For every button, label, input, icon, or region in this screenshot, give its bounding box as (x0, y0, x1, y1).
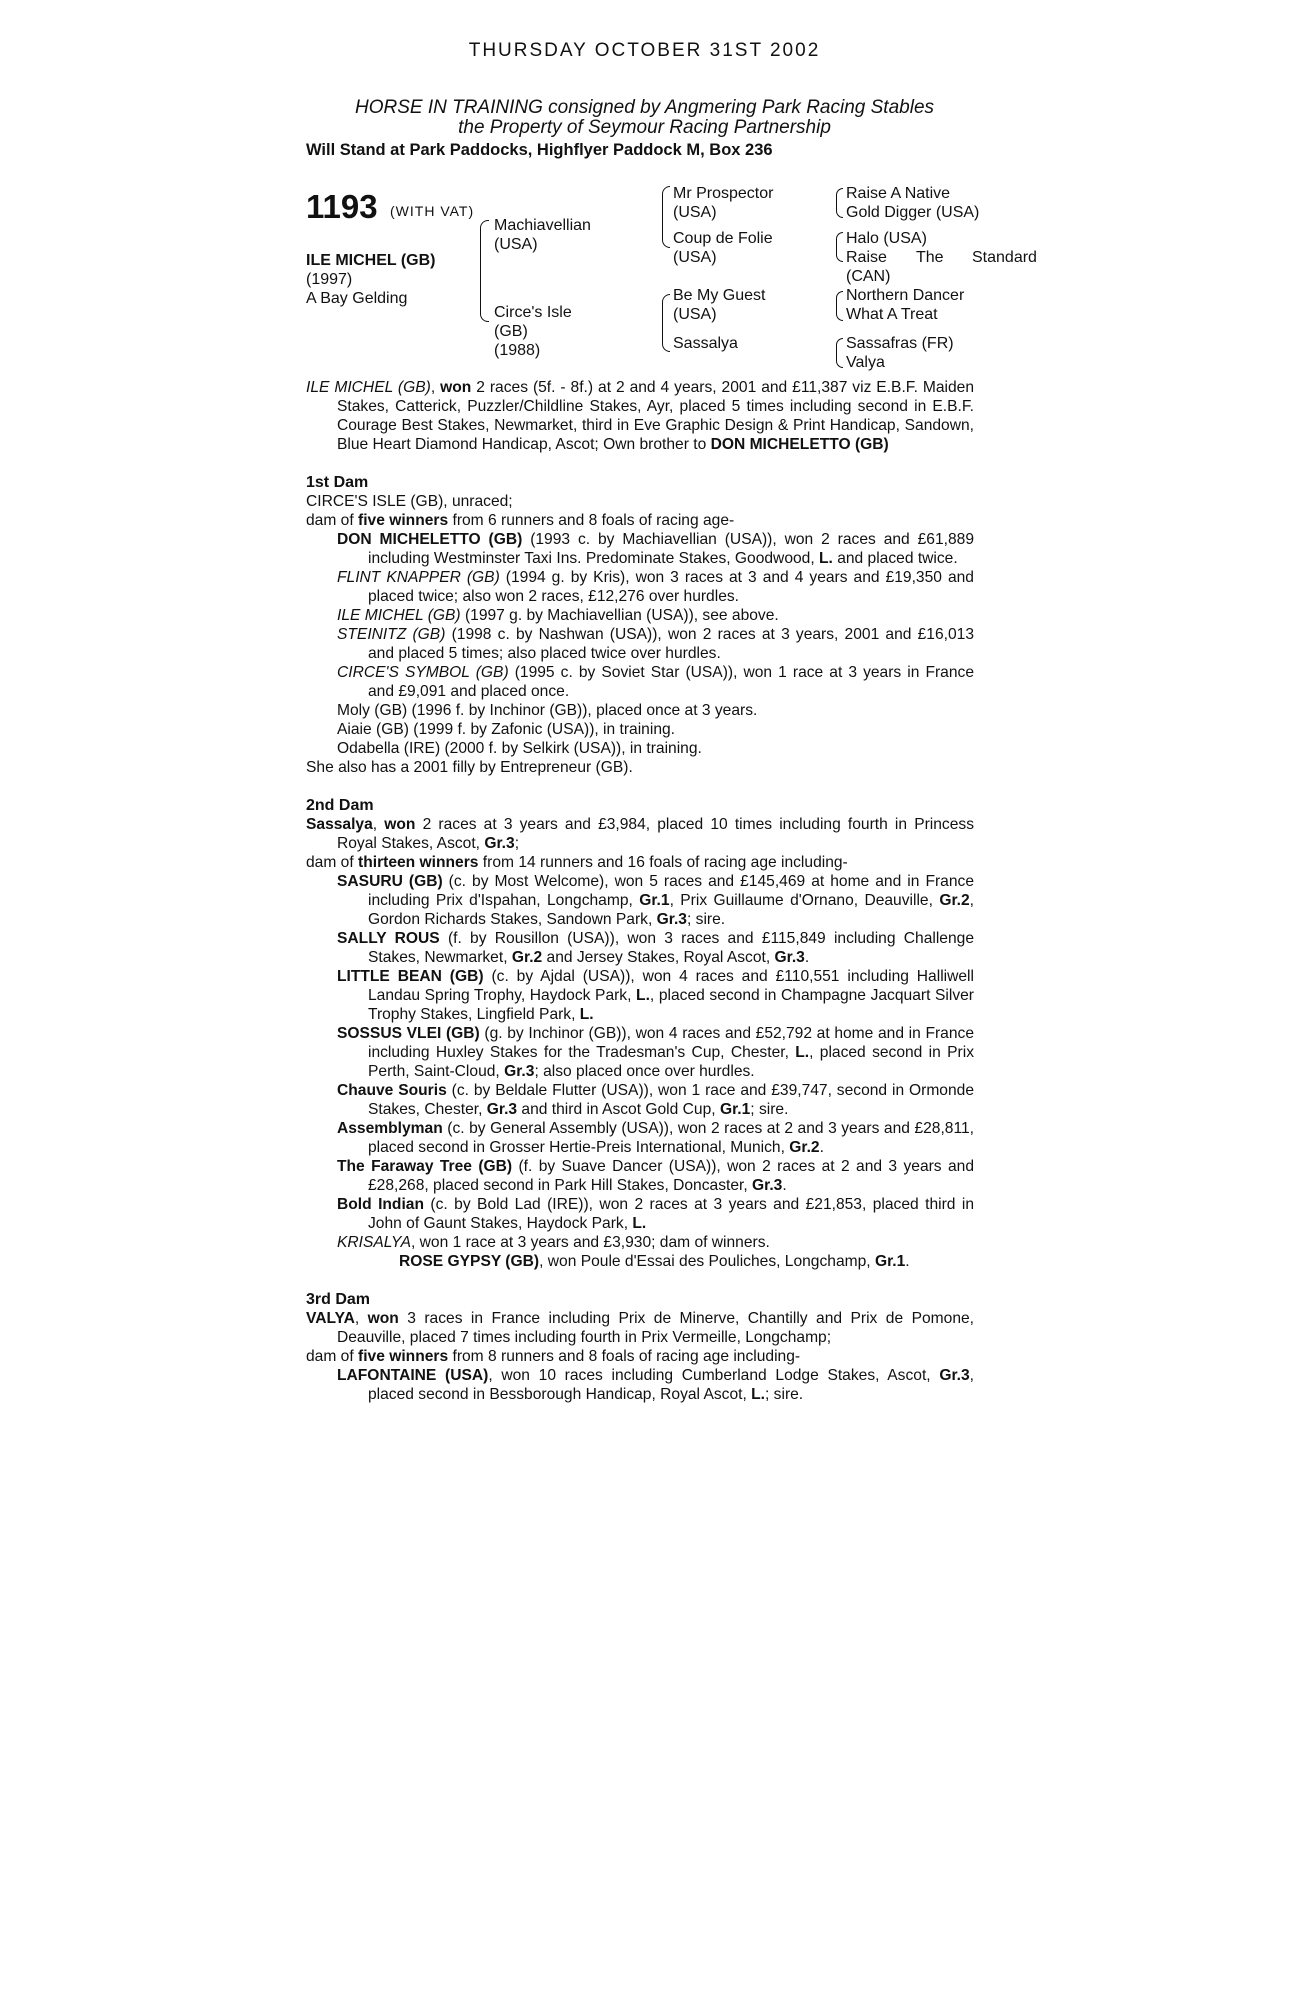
produce-entry: SOSSUS VLEI (GB) (g. by Inchinor (GB)), won 4 races and £52,792 at home and in France including Huxley Stakes for the Tradesman's Cup, Chester, L., placed second in Prix Perth, Saint-Cloud, Gr.3; also placed once over hurdles. (337, 1025, 975, 1080)
first-dam-note: She also has a 2001 filly by Entrepreneur (GB). (306, 759, 633, 776)
first-dam-produce-summary: dam of five winners from 6 runners and 8 foals of racing age- (306, 512, 735, 529)
produce-entry: Bold Indian (c. by Bold Lad (IRE)), won 2 races at 3 years and £21,853, placed third in John of Gaunt Stakes, Haydock Park, L. (337, 1196, 974, 1232)
produce-entry: SALLY ROUS (f. by Rousillon (USA)), won 3 races and £115,849 including Challenge Stakes, Newmarket, Gr.2 and Jersey Stakes, Royal Ascot, Gr.3. (337, 930, 974, 966)
pedigree-sire-dam: Coup de Folie (USA) (673, 230, 773, 266)
pedigree-g5: Northern Dancer (846, 287, 965, 304)
produce-entry: Odabella (IRE) (2000 f. by Selkirk (USA)), in training. (337, 740, 702, 757)
produce-entry: Chauve Souris (c. by Beldale Flutter (USA)), won 1 race and £39,747, second in Ormonde Stakes, Chester, Gr.3 and third in Ascot Gold Cup, Gr.1; sire. (337, 1082, 974, 1118)
third-dam-record: VALYA, won 3 races in France including Prix de Minerve, Chantilly and Prix de Pomone, Deauville, placed 7 times including fourth in Prix Vermeille, Longchamp; (306, 1310, 974, 1346)
horse-name: ILE MICHEL (GB) (306, 252, 436, 269)
horse-description: A Bay Gelding (306, 290, 408, 307)
pedigree-sire: Machiavellian (USA) (494, 217, 591, 253)
third-dam-produce-summary: dam of five winners from 8 runners and 8 foals of racing age including- (306, 1348, 801, 1365)
grand-produce-entry: ROSE GYPSY (GB), won Poule d'Essai des Pouliches, Longchamp, Gr.1. (399, 1253, 910, 1270)
pedigree-brace-dam (662, 294, 670, 352)
second-dam-record: Sassalya, won 2 races at 3 years and £3,984, placed 10 times including fourth in Princess Royal Stakes, Ascot, Gr.3; (306, 816, 974, 852)
horse-summary: ILE MICHEL (GB), won 2 races (5f. - 8f.) at 2 and 4 years, 2001 and £11,387 viz E.B.F. Maiden Stakes, Catterick, Puzzler/Childline Stakes, Ayr, placed 5 times including second in E.B.F. Courage Best Stakes, Newmarket, third in Eve Graphic Design & Print Handicap, Sandown, Blue Heart Diamond Handicap, Ascot; Own brother to DON MICHELETTO (GB) (306, 379, 974, 453)
pedigree-g1: Raise A Native (846, 185, 951, 202)
owner-line: the Property of Seymour Racing Partnership (458, 117, 831, 138)
produce-entry: Moly (GB) (1996 f. by Inchinor (GB)), placed once at 3 years. (337, 702, 758, 719)
pedigree-brace-g1 (836, 188, 843, 218)
racing-record (306, 378, 974, 1404)
pedigree-brace-g7 (836, 338, 843, 368)
pedigree-sire-sire: Mr Prospector (USA) (673, 185, 774, 221)
pedigree-dam: Circe's Isle (GB) (1988) (494, 304, 572, 359)
horse-details (306, 251, 435, 308)
first-dam-heading: 1st Dam (306, 474, 369, 491)
consignor-line: HORSE IN TRAINING consigned by Angmering Park Racing Stables (354, 97, 935, 118)
pedigree-dam-sire: Be My Guest (USA) (673, 287, 766, 323)
pedigree-dam-dam: Sassalya (673, 335, 738, 352)
sale-date: THURSDAY OCTOBER 31ST 2002 (468, 40, 821, 61)
pedigree-g8: Valya (846, 354, 885, 371)
first-dam-line: CIRCE'S ISLE (GB), unraced; (306, 493, 513, 510)
vat-note: (WITH VAT) (390, 203, 475, 219)
produce-entry: CIRCE'S SYMBOL (GB) (1995 c. by Soviet Star (USA)), won 1 race at 3 years in France and £9,091 and placed once. (337, 664, 974, 700)
lot-number: 1193 (306, 188, 378, 225)
horse-year: (1997) (306, 271, 353, 288)
produce-entry: LAFONTAINE (USA), won 10 races including Cumberland Lodge Stakes, Ascot, Gr.3, placed second in Bessborough Handicap, Royal Ascot, L.; sire. (337, 1367, 974, 1403)
produce-entry: DON MICHELETTO (GB) (1993 c. by Machiavellian (USA)), won 2 races and £61,889 including Westminster Taxi Ins. Predominate Stakes, Goodwood, L. and placed twice. (337, 531, 974, 567)
produce-entry: The Faraway Tree (GB) (f. by Suave Dancer (USA)), won 2 races at 2 and 3 years and £28,268, placed second in Park Hill Stakes, Doncaster, Gr.3. (337, 1158, 974, 1194)
pedigree-g4-country: (CAN) (846, 268, 891, 285)
pedigree-brace-main (480, 220, 489, 322)
second-dam-heading: 2nd Dam (306, 797, 374, 814)
consignment-info (0, 98, 1289, 138)
pedigree-g7: Sassafras (FR) (846, 335, 954, 352)
produce-entry: Assemblyman (c. by General Assembly (USA)), won 2 races at 2 and 3 years and £28,811, placed second in Grosser Hertie-Preis International, Munich, Gr.2. (337, 1120, 974, 1156)
third-dam-heading: 3rd Dam (306, 1291, 371, 1308)
produce-entry: KRISALYA, won 1 race at 3 years and £3,930; dam of winners. (337, 1234, 770, 1251)
pedigree-g3: Halo (USA) (846, 230, 927, 247)
pedigree-g4-word3: Standard (972, 249, 1037, 266)
pedigree-brace-g5 (836, 291, 843, 321)
produce-entry: STEINITZ (GB) (1998 c. by Nashwan (USA)), won 2 races at 3 years, 2001 and £16,013 and placed 5 times; also placed twice over hurdles. (337, 626, 974, 662)
pedigree-g4-word2: The (916, 249, 944, 266)
produce-entry: Aiaie (GB) (1999 f. by Zafonic (USA)), in training. (337, 721, 675, 738)
pedigree-g6: What A Treat (846, 306, 938, 323)
pedigree-brace-g3 (836, 232, 843, 262)
produce-entry: FLINT KNAPPER (GB) (1994 g. by Kris), won 3 races at 3 and 4 years and £19,350 and placed twice; also won 2 races, £12,276 over hurdles. (337, 569, 974, 605)
produce-entry: SASURU (GB) (c. by Most Welcome), won 5 races and £145,469 at home and in France including Prix d'Ispahan, Longchamp, Gr.1, Prix Guillaume d'Ornano, Deauville, Gr.2, Gordon Richards Stakes, Sandown Park, Gr.3; sire. (337, 873, 974, 928)
produce-entry: LITTLE BEAN (GB) (c. by Ajdal (USA)), won 4 races and £110,551 including Halliwell Landau Spring Trophy, Haydock Park, L., placed second in Champagne Jacquart Silver Trophy Stakes, Lingfield Park, L. (337, 968, 974, 1023)
pedigree-g2: Gold Digger (USA) (846, 204, 980, 221)
pedigree-brace-sire (662, 186, 670, 248)
second-dam-produce-summary: dam of thirteen winners from 14 runners and 16 foals of racing age including- (306, 854, 848, 871)
pedigree-g4-word1: Raise (846, 249, 887, 266)
stand-location: Will Stand at Park Paddocks, Highflyer Paddock M, Box 236 (306, 141, 773, 159)
produce-entry: ILE MICHEL (GB) (1997 g. by Machiavellian (USA)), see above. (337, 607, 779, 624)
